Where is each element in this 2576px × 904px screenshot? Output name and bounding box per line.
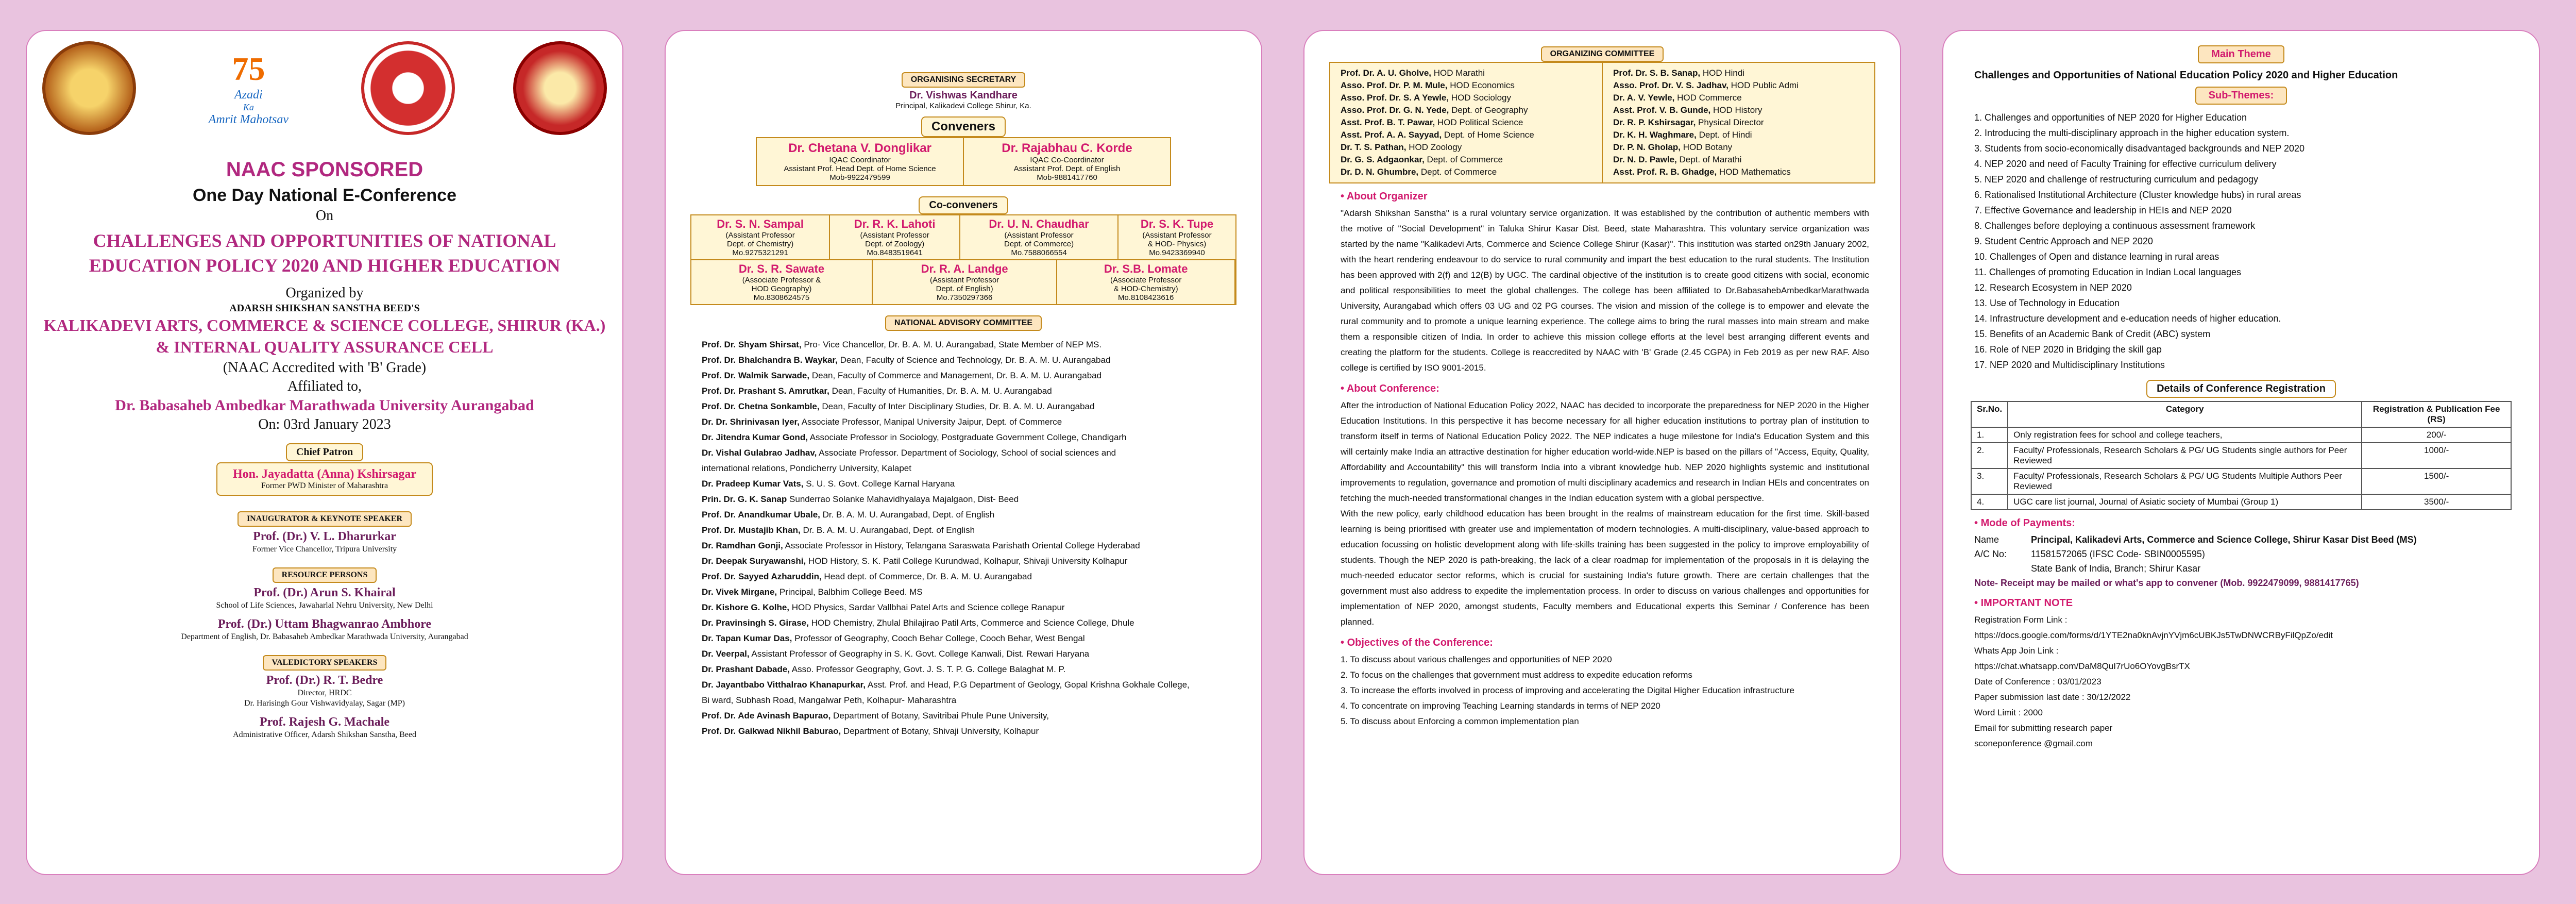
fee-category: Only registration fees for school and college teachers, <box>2008 427 2362 443</box>
advisory-member-name: Prof. Dr. Walmik Sarwade, <box>702 371 810 380</box>
committee-member-name: Prof. Dr. A. U. Gholve, <box>1341 68 1432 78</box>
sub-theme-item: 6. Rationalised Institutional Architecture (Cluster knowledge hubs) in rural areas <box>1974 190 2301 200</box>
important-note-item: Paper submission last date : 30/12/2022 <box>1974 692 2131 702</box>
committee-member-name: Dr. A. V. Yewle, <box>1613 93 1675 103</box>
accreditation: (NAAC Accredited with 'B' Grade) <box>223 360 427 376</box>
advisory-member <box>702 631 1225 646</box>
co-convener-detail: Dept. of Chemistry) <box>726 240 794 248</box>
committee-member-name: Dr. K. H. Waghmare, <box>1613 130 1697 140</box>
affiliated-label: Affiliated to, <box>287 378 362 394</box>
fee-row <box>1971 468 2511 494</box>
co-convener-detail: & HOD-Chemistry) <box>1113 284 1178 293</box>
important-note-item: Date of Conference : 03/01/2023 <box>1974 677 2102 687</box>
advisory-member-desc: Associate Professor in History, Telangana Saraswata Parishath Oriental College Hyderabad <box>783 541 1140 550</box>
co-convener-name: Dr. R. A. Landge <box>921 262 1008 275</box>
university-name: Dr. Babasaheb Ambedkar Marathwada University Aurangabad <box>115 397 534 414</box>
college-logo <box>513 41 607 135</box>
committees-panel <box>665 30 1262 875</box>
advisory-member <box>702 554 1225 569</box>
co-convener-name: Dr. R. K. Lahoti <box>854 217 936 230</box>
sub-theme-item: 11. Challenges of promoting Education in Indian Local languages <box>1974 267 2242 277</box>
advisory-member <box>702 615 1225 631</box>
organising-secretary: ORGANISING SECRETARY Dr. Vishwas Kandhare Principal, Kalikadevi College Shirur, Ka. <box>666 72 1261 110</box>
important-note-heading: • IMPORTANT NOTE <box>1974 597 2073 609</box>
co-convener-cell <box>960 215 1118 260</box>
co-convener-cell <box>872 260 1057 304</box>
advisory-member-name: Prof. Dr. Mustajib Khan, <box>702 525 801 535</box>
fee-row <box>1971 443 2511 468</box>
committee-member-dept: HOD Commerce <box>1674 93 1742 103</box>
committee-member <box>1613 154 1864 166</box>
fee-column-header: Category <box>2008 401 2362 427</box>
about-panel <box>1303 30 1901 875</box>
fee-sr: 4. <box>1971 494 2008 510</box>
fee-column-header: Sr.No. <box>1971 401 2008 427</box>
advisory-member-desc: HOD History, S. K. Patil College Kurundwad, Kolhapur, Shivaji University Kolhapur <box>806 556 1128 566</box>
advisory-member-name: Dr. Deepak Suryawanshi, <box>702 556 806 566</box>
advisory-member-name: Dr. Vivek Mirgane, <box>702 587 777 597</box>
co-convener-cell <box>691 215 829 260</box>
about-conference-text-1: After the introduction of National Education Policy 2022, NAAC has decided to incorporate the preparedness for NEP 2020 in the Higher Education Institutions. In this perspective it has become necessary for all higher education institutions to portray plan of institution to transform itself in terms of National Education Policy 2022. The NEP indicates a huge milestone for India's Education System and this will certainly make India an attractive destination for higher education world-wide.NEP is based on the pillars of "Access, Equity, Quality, Affordability and Accountability" this will transform India into a vibrant knowledge hub. NEP 2020 highlights systemic and institutional improvements to regulation, governance and promotion of multi disciplinary academics and research in Indian HEIs and concentrates on fetching the much-needed transformational changes in the Indian education system with a global perspective. <box>1341 400 1869 503</box>
committee-member-name: Asst. Prof. B. T. Pawar, <box>1341 118 1435 127</box>
chief-patron-box: Hon. Jayadatta (Anna) Kshirsagar Former PWD Minister of Maharashtra <box>216 462 433 496</box>
committee-member <box>1613 129 1864 141</box>
committee-member-dept: Dept. of Commerce <box>1424 155 1503 164</box>
committee-member <box>1613 141 1864 154</box>
sub-theme-item: 12. Research Ecosystem in NEP 2020 <box>1974 282 2132 293</box>
advisory-member-desc: Associate Professor, Manipal University Jaipur, Dept. of Commerce <box>799 417 1062 427</box>
committee-member-dept: HOD Political Science <box>1435 118 1523 127</box>
sub-theme-item: 17. NEP 2020 and Multidisciplinary Institutions <box>1974 360 2165 370</box>
committee-member <box>1341 104 1591 116</box>
advisory-member-name: Prof. Dr. Chetna Sonkamble, <box>702 401 820 411</box>
sub-theme-item: 10. Challenges of Open and distance learning in rural areas <box>1974 252 2219 262</box>
about-organizer-text: "Adarsh Shikshan Sanstha" is a rural voluntary service organization. It was established by the contribution of authentic members with the motive of "Social Development" in Taluka Shirur Kasar Dist. Beed, state Maharashtra. This voluntary service organization was started by the name "Kalikadevi Arts, Commerce and Science College Shirur (Kasar)". This institution was started on29th January 2002, with the heart rendering endeavour to do service to rural community and impart the best education to the rural students. The Institution has been approved with 2(f) and 12(B) by UGC. The cardinal objective of the institution is to create good citizens with social, economic and political responsibilities to meet the global challenges. The college has been affiliated to Dr.BabasahebAmbedkarMarathwada University, Aurangabad which offers 03 UG and 02 PG courses. The vision and mission of the college is to empower and elevate the rural community and to promote a unique learning experience. The college aims to bring the rural masses into main stream and make them a responsible citizen of India. In order to achieve this mission college efforts at the level best arranging different events and creating the platform for the students. College is reaccredited by NAAC with 'B' Grade (2.45 CGPA) in Feb 2019 as per new RAF. Also college is certified by ISO 9001-2015. <box>1341 208 1869 373</box>
important-note-item: Registration Form Link : <box>1974 615 2067 625</box>
advisory-member <box>702 430 1225 445</box>
convener-detail: Mob-9922479599 <box>829 173 890 182</box>
committee-member <box>1341 129 1591 141</box>
advisory-member-desc: Dean, Faculty of Science and Technology, Dr. B. A. M. U. Aurangabad <box>837 355 1111 365</box>
committee-member <box>1341 79 1591 92</box>
main-theme-label: Main Theme <box>2198 45 2284 63</box>
committee-member-name: Asst. Prof. R. B. Ghadge, <box>1613 167 1717 177</box>
objectives-list <box>1341 652 1869 729</box>
society-logo <box>42 41 136 135</box>
advisory-member-desc: Bi ward, Subhash Road, Mangalwar Peth, Kolhapur- Maharashtra <box>702 695 957 705</box>
advisory-member <box>702 724 1225 739</box>
co-conveners-table <box>690 214 1236 305</box>
committee-member-dept: HOD Public Admi <box>1728 80 1799 90</box>
fee-sr: 1. <box>1971 427 2008 443</box>
co-convener-detail: Mo.9275321291 <box>732 248 788 257</box>
convener-detail: Assistant Prof. Head Dept. of Home Science <box>784 164 936 173</box>
advisory-member <box>702 461 1225 476</box>
advisory-member-desc: HOD Chemistry, Zhulal Bhilajirao Patil Arts, Commerce and Science College, Dhule <box>808 618 1134 628</box>
sub-theme-item: 2. Introducing the multi-disciplinary approach in the higher education system. <box>1974 128 2290 138</box>
sub-theme-item: 9. Student Centric Approach and NEP 2020 <box>1974 236 2153 246</box>
chief-patron-block <box>27 443 622 496</box>
logo-row <box>42 41 607 135</box>
advisory-member-desc: Department of Botany, Shivaji University, Kolhapur <box>841 726 1039 736</box>
advisory-member-desc: Dean, Faculty of Commerce and Management, Dr. B. A. M. U. Aurangabad <box>809 371 1102 380</box>
themes-registration-panel <box>1942 30 2540 875</box>
important-note-item: https://chat.whatsapp.com/DaM8QuI7rUo6OYovgBsrTX <box>1974 661 2190 671</box>
society-name: ADARSH SHIKSHAN SANSTHA BEED'S <box>229 303 420 314</box>
co-convener-detail: (Associate Professor <box>1110 276 1182 284</box>
advisory-member <box>702 414 1225 430</box>
advisory-member-name: Dr. Dr. Shrinivasan Iyer, <box>702 417 800 427</box>
sub-theme-item: 3. Students from socio-economically disadvantaged backgrounds and NEP 2020 <box>1974 143 2305 154</box>
convener-detail: IQAC Coordinator <box>829 156 891 164</box>
committee-member <box>1341 141 1591 154</box>
committee-member-dept: Dept. of Geography <box>1449 105 1528 115</box>
advisory-member-desc: Associate Professor in Sociology, Postgraduate Government College, Chandigarh <box>807 432 1127 442</box>
organized-by: Organized by <box>285 285 364 301</box>
co-convener-detail: Dept. of English) <box>936 284 993 293</box>
fee-category: Faculty/ Professionals, Research Scholars & PG/ UG Students Multiple Authors Peer Reviewed <box>2008 468 2362 494</box>
important-note-item: Word Limit : 2000 <box>1974 708 2043 717</box>
sub-theme-item: 16. Role of NEP 2020 in Bridging the skill gap <box>1974 344 2162 355</box>
committee-member-dept: Dept. of Commerce <box>1418 167 1497 177</box>
sub-theme-item: 7. Effective Governance and leadership in HEIs and NEP 2020 <box>1974 205 2232 215</box>
committee-member-name: Asst. Prof. V. B. Gunde, <box>1613 105 1711 115</box>
committee-member-name: Dr. R. P. Kshirsagar, <box>1613 118 1696 127</box>
fee-row <box>1971 494 2511 510</box>
advisory-member <box>702 569 1225 584</box>
co-convener-cell <box>829 215 960 260</box>
committee-member <box>1613 79 1864 92</box>
important-note-list <box>1974 612 2508 751</box>
advisory-member-desc: Pro- Vice Chancellor, Dr. B. A. M. U. Aurangabad, State Member of NEP MS. <box>801 340 1102 349</box>
about-conference-heading: • About Conference: <box>1341 383 1439 394</box>
advisory-member-name: Prof. Dr. Gaikwad Nikhil Baburao, <box>702 726 841 736</box>
advisory-member <box>702 368 1225 383</box>
committee-member-dept: HOD Botany <box>1681 142 1733 152</box>
important-note-item: https://docs.google.com/forms/d/1YTE2na0knAvjnYVjm6cUBKJs5TwDNWCRByFilQpZo/edit <box>1974 630 2333 640</box>
fee-amount: 1000/- <box>2362 443 2511 468</box>
resource-persons-block: RESOURCE PERSONS Prof. (Dr.) Arun S. Khairal School of Life Sciences, Jawaharlal Nehru University, New Delhi Prof. (Dr.) Uttam Bhagwanrao Ambhore Department of English, Dr. Babasaheb Ambedkar Marathwada University, Aurangabad <box>27 567 622 642</box>
advisory-block: NATIONAL ADVISORY COMMITTEE <box>666 315 1261 331</box>
objective-item: 1. To discuss about various challenges and opportunities of NEP 2020 <box>1341 655 1612 664</box>
committee-member-dept: HOD Hindi <box>1700 68 1745 78</box>
brochure-cover-panel <box>26 30 623 875</box>
co-convener-detail: HOD Geography) <box>751 284 812 293</box>
co-convener-cell <box>1057 260 1235 304</box>
co-convener-detail: (Assistant Professor <box>725 231 795 240</box>
co-convener-cell <box>691 260 872 304</box>
committee-member-dept: Dept. of Hindi <box>1696 130 1752 140</box>
fee-amount: 1500/- <box>2362 468 2511 494</box>
convener-detail: Assistant Prof. Dept. of English <box>1013 164 1121 173</box>
fee-category: UGC care list journal, Journal of Asiatic society of Mumbai (Group 1) <box>2008 494 2362 510</box>
advisory-member-desc: Sunderrao Solanke Mahavidhyalaya Majalgaon, Dist- Beed <box>787 494 1019 504</box>
advisory-member <box>702 677 1225 693</box>
convener-name: Dr. Rajabhau C. Korde <box>1002 141 1132 155</box>
committee-member <box>1341 67 1591 79</box>
convener-cell <box>756 138 963 186</box>
advisory-member <box>702 600 1225 615</box>
committee-member-name: Asso. Prof. Dr. S. A Yewle, <box>1341 93 1449 103</box>
advisory-member <box>702 646 1225 662</box>
advisory-member <box>702 584 1225 600</box>
inaugurator-block: INAUGURATOR & KEYNOTE SPEAKER Prof. (Dr.) V. L. Dharurkar Former Vice Chancellor, Tripura University <box>27 511 622 554</box>
about-conference-text-2: With the new policy, early childhood education has been brought in the realms of mainstream education for the first time. Skill-based learning is being prioritised with greater use and implementation of modern technologies. A multi-disciplinary, value-based approach to education focussing on holistic development along with life-skills training has been suggested in the policy to improve employability of students. Though the NEP 2020 is path-breaking, the lack of a clear roadmap for implementation of the proposals in it is delaying the much-needed educator sector reforms, which is crucial for sustaining India's future growth. There are certain challenges that the government must also address to expedite the implementation process. In order to discuss on various challenges and opportunities for implementation of NEP 2020, amongst students, Faculty members and Educational experts this Seminar / Conference has been planned. <box>1341 509 1869 627</box>
fee-row <box>1971 427 2511 443</box>
co-convener-name: Dr. S. N. Sampal <box>717 217 804 230</box>
advisory-member-desc: Assistant Professor of Geography in S. K. Govt. College Kanwali, Dist. Rewari Haryana <box>749 649 1090 659</box>
committee-member-dept: Dept. of Home Science <box>1442 130 1534 140</box>
advisory-member <box>702 399 1225 414</box>
advisory-member-desc: Associate Professor. Department of Sociology, School of social sciences and <box>817 448 1116 458</box>
advisory-member-name: Prof. Dr. Prashant S. Amrutkar, <box>702 386 829 396</box>
committee-member-dept: HOD Marathi <box>1431 68 1485 78</box>
on-label: On <box>315 208 334 224</box>
advisory-member-name: Dr. Veerpal, <box>702 649 750 659</box>
committee-member-name: Dr. N. D. Pawle, <box>1613 155 1677 164</box>
payment-details: Name Principal, Kalikadevi Arts, Commerce and Science College, Shirur Kasar Dist Beed (MS) A/C No: 11581572065 (IFSC Code- SBIN0005595) State Bank of India, Branch; Shirur Kasar Note- Receipt may be mailed or what's app to convener (Mob. 9922479099, 9881417765) <box>1974 534 2417 588</box>
co-convener-detail: Mo.8308624575 <box>753 293 810 302</box>
conveners-block: Conveners Dr. Chetana V. Donglikar IQAC Coordinator Assistant Prof. Head Dept. of Home Science Mob-9922479599 Dr. Rajabhau C. Korde IQAC Co-Coordinator Assistant Prof. Dept. of English Mob-9881417760 <box>666 116 1261 186</box>
advisory-member-desc: Dean, Faculty of Humanities, Dr. B. A. M. U. Aurangabad <box>829 386 1052 396</box>
committee-member-name: Prof. Dr. S. B. Sanap, <box>1613 68 1701 78</box>
committee-member-dept: Dept. of Marathi <box>1676 155 1742 164</box>
co-convener-detail: Mo.9423369940 <box>1149 248 1205 257</box>
objective-item: 5. To discuss about Enforcing a common implementation plan <box>1341 716 1579 726</box>
organizing-committee-table <box>1329 62 1875 183</box>
co-conveners-block: Co-conveners Dr. S. N. Sampal (Assistant Professor Dept. of Chemistry) Mo.9275321291 Dr. R. K. Lahoti (Assistant Professor Dept. of Zoology) Mo.8483519641 Dr. U. N. Chaudhar (Assistant Professor Dept. of Commerce) Mo.7588066554 Dr. S. K. Tupe (Assistant Professor & HOD- Physics) Mo.9423369940 Dr. S. R. Sawate (Associate Professor & HOD Geography) Mo.8308624575 Dr. R. A. Landge (Assistant Professor Dept. of English) Mo.7350297366 Dr. S.B. Lomate (Associate Professor & HOD-Chemistry) Mo.8108423616 <box>666 196 1261 305</box>
advisory-member-name: Dr. Jayantbabo Vitthalrao Khanapurkar, <box>702 680 866 690</box>
sub-theme-item: 5. NEP 2020 and challenge of restructuring curriculum and pedagogy <box>1974 174 2259 185</box>
committee-member-name: Asso. Prof. Dr. P. M. Mule, <box>1341 80 1448 90</box>
fee-sr: 2. <box>1971 443 2008 468</box>
sub-themes-list <box>1974 110 2508 373</box>
committee-member-name: Dr. T. S. Pathan, <box>1341 142 1406 152</box>
committee-member-dept: HOD Mathematics <box>1717 167 1791 177</box>
convener-detail: IQAC Co-Coordinator <box>1030 156 1104 164</box>
advisory-member <box>702 523 1225 538</box>
naac-logo <box>361 41 455 135</box>
advisory-member-desc: HOD Physics, Sardar Vallbhai Patel Arts and Science college Ranapur <box>789 602 1065 612</box>
co-convener-detail: (Associate Professor & <box>742 276 821 284</box>
objective-item: 3. To increase the efforts involved in process of improving and accelerating the Digital Higher Education infrastructure <box>1341 685 1795 695</box>
fee-table-header <box>1971 401 2511 427</box>
advisory-member-desc: Principal, Balbhim College Beed. MS <box>777 587 923 597</box>
co-convener-detail: Mo.8483519641 <box>867 248 923 257</box>
advisory-member-name: Prof. Dr. Anandkumar Ubale, <box>702 510 820 520</box>
advisory-member <box>702 445 1225 461</box>
co-convener-detail: Dept. of Commerce) <box>1004 240 1074 248</box>
chief-patron-label: Chief Patron <box>286 443 363 461</box>
convener-name: Dr. Chetana V. Donglikar <box>788 141 931 155</box>
committee-member <box>1341 116 1591 129</box>
advisory-member-name: Dr. Ramdhan Gonji, <box>702 541 783 550</box>
co-convener-detail: Mo.7350297366 <box>936 293 993 302</box>
advisory-member-desc: Asst. Prof. and Head, P.G Department of Geology, Gopal Krishna Gokhale College, <box>866 680 1190 690</box>
co-convener-detail: (Assistant Professor <box>930 276 999 284</box>
advisory-member-desc: Dr. B. A. M. U. Aurangabad, Dept. of English <box>800 525 975 535</box>
committee-member <box>1613 67 1864 79</box>
sub-themes-label: Sub-Themes: <box>2195 87 2287 105</box>
committee-member <box>1341 92 1591 104</box>
sub-theme-item: 4. NEP 2020 and need of Faculty Training for effective curriculum delivery <box>1974 159 2277 169</box>
advisory-member-name: Dr. Jitendra Kumar Gond, <box>702 432 808 442</box>
committee-member-dept: Physical Director <box>1696 118 1764 127</box>
co-convener-detail: (Assistant Professor <box>1142 231 1212 240</box>
committee-member-name: Asso. Prof. Dr. V. S. Jadhav, <box>1613 80 1728 90</box>
committee-member <box>1613 92 1864 104</box>
advisory-member <box>702 538 1225 554</box>
main-theme: Challenges and Opportunities of National Education Policy 2020 and Higher Education <box>1974 70 2398 81</box>
advisory-member <box>702 693 1225 708</box>
co-convener-detail: Dept. of Zoology) <box>865 240 925 248</box>
advisory-member-name: Dr. Kishore G. Kolhe, <box>702 602 790 612</box>
advisory-member-name: Prin. Dr. G. K. Sanap <box>702 494 787 504</box>
sub-theme-item: 1. Challenges and opportunities of NEP 2020 for Higher Education <box>1974 112 2247 123</box>
co-convener-detail: & HOD- Physics) <box>1147 240 1207 248</box>
co-convener-detail: (Assistant Professor <box>1004 231 1074 240</box>
sub-theme-item: 8. Challenges before deploying a continuous assessment framework <box>1974 221 2256 231</box>
valedictory-block: VALEDICTORY SPEAKERS Prof. (Dr.) R. T. Bedre Director, HRDC Dr. Harisingh Gour Vishwavidyalay, Sagar (MP) Prof. Rajesh G. Machale Administrative Officer, Adarsh Shikshan Sanstha, Beed <box>27 655 622 740</box>
organizing-committee-label: ORGANIZING COMMITTEE <box>1541 46 1664 62</box>
conference-type: One Day National E-Conference <box>192 186 456 205</box>
convener-detail: Mob-9881417760 <box>1037 173 1097 182</box>
sub-theme-item: 14. Infrastructure development and e-education needs of higher education. <box>1974 313 2281 324</box>
co-convener-name: Dr. S.B. Lomate <box>1104 262 1188 275</box>
advisory-member-desc: Professor of Geography, Cooch Behar College, Cooch Behar, West Bengal <box>792 633 1085 643</box>
conference-date: On: 03rd January 2023 <box>258 416 391 432</box>
advisory-committee-list <box>702 337 1225 739</box>
advisory-member-name: Prof. Dr. Sayyed Azharuddin, <box>702 572 822 581</box>
advisory-member-desc: Head dept. of Commerce, Dr. B. A. M. U. Aurangabad <box>821 572 1032 581</box>
committee-member <box>1613 166 1864 178</box>
convener-cell <box>963 138 1171 186</box>
conference-title: CHALLENGES AND OPPORTUNITIES OF NATIONAL EDUCATION POLICY 2020 AND HIGHER EDUCATION <box>89 230 561 276</box>
fee-amount: 200/- <box>2362 427 2511 443</box>
advisory-member-name: Dr. Pradeep Kumar Vats, <box>702 479 804 489</box>
advisory-member <box>702 337 1225 353</box>
important-note-item: sconeponference @gmail.com <box>1974 739 2093 748</box>
advisory-member <box>702 476 1225 492</box>
sub-theme-item: 15. Benefits of an Academic Bank of Credit (ABC) system <box>1974 329 2211 339</box>
advisory-member <box>702 507 1225 523</box>
committee-member-name: Dr. D. N. Ghumbre, <box>1341 167 1419 177</box>
advisory-member-desc: Dean, Faculty of Inter Disciplinary Studies, Dr. B. A. M. U. Aurangabad <box>819 401 1095 411</box>
committee-member <box>1341 166 1591 178</box>
committee-member-dept: HOD Sociology <box>1449 93 1511 103</box>
college-name: KALIKADEVI ARTS, COMMERCE & SCIENCE COLLEGE, SHIRUR (KA.) & INTERNAL QUALITY ASSURANCE CELL <box>43 316 606 356</box>
fee-amount: 3500/- <box>2362 494 2511 510</box>
azadi-ka-amrit-mahotsav-logo: 75 Azadi Ka Amrit Mahotsav <box>208 50 289 126</box>
fee-sr: 3. <box>1971 468 2008 494</box>
advisory-member <box>702 662 1225 677</box>
advisory-member-name: Dr. Prashant Dabade, <box>702 664 790 674</box>
objective-item: 2. To focus on the challenges that government must address to expedite education reforms <box>1341 670 1692 680</box>
conveners-table <box>756 137 1171 186</box>
co-convener-name: Dr. S. R. Sawate <box>738 262 825 275</box>
committee-member-name: Asst. Prof. A. A. Sayyad, <box>1341 130 1442 140</box>
advisory-member-desc: Dr. B. A. M. U. Aurangabad, Dept. of English <box>820 510 995 520</box>
committee-member-name: Asso. Prof. Dr. G. N. Yede, <box>1341 105 1449 115</box>
important-note-item: Email for submitting research paper <box>1974 723 2113 733</box>
advisory-member-name: Prof. Dr. Shyam Shirsat, <box>702 340 802 349</box>
advisory-member-name: Prof. Dr. Ade Avinash Bapurao, <box>702 711 831 721</box>
advisory-member <box>702 353 1225 368</box>
advisory-member <box>702 708 1225 724</box>
fee-column-header: Registration & Publication Fee (RS) <box>2362 401 2511 427</box>
objectives-heading: • Objectives of the Conference: <box>1341 637 1493 648</box>
advisory-member-desc: international relations, Pondicherry University, Kalapet <box>702 463 911 473</box>
co-convener-detail: Mo.7588066554 <box>1011 248 1067 257</box>
advisory-member <box>702 492 1225 507</box>
registration-fee-table <box>1971 401 2512 510</box>
committee-member-dept: HOD Economics <box>1447 80 1515 90</box>
committee-member-dept: HOD History <box>1710 105 1762 115</box>
sub-theme-item: 13. Use of Technology in Education <box>1974 298 2120 308</box>
advisory-member-desc: S. U. S. Govt. College Karnal Haryana <box>803 479 955 489</box>
co-convener-name: Dr. U. N. Chaudhar <box>989 217 1089 230</box>
committee-member-dept: HOD Zoology <box>1406 142 1462 152</box>
advisory-member-name: Dr. Pravinsingh S. Girase, <box>702 618 809 628</box>
advisory-member-name: Prof. Dr. Bhalchandra B. Waykar, <box>702 355 838 365</box>
co-convener-cell <box>1118 215 1236 260</box>
advisory-member-name: Dr. Tapan Kumar Das, <box>702 633 792 643</box>
advisory-member-name: Dr. Vishal Gulabrao Jadhav, <box>702 448 817 458</box>
advisory-member-desc: Asso. Professor Geography, Govt. J. S. T. P. G. College Balaghat M. P. <box>790 664 1066 674</box>
committee-member <box>1613 104 1864 116</box>
mode-of-payment-heading: • Mode of Payments: <box>1974 517 2075 529</box>
committee-member-name: Dr. P. N. Gholap, <box>1613 142 1681 152</box>
co-convener-name: Dr. S. K. Tupe <box>1140 217 1214 230</box>
co-convener-detail: Mo.8108423616 <box>1117 293 1174 302</box>
committee-member-name: Dr. G. S. Adgaonkar, <box>1341 155 1425 164</box>
fee-category: Faculty/ Professionals, Research Scholars & PG/ UG Students single authors for Peer Reviewed <box>2008 443 2362 468</box>
naac-sponsored: NAAC SPONSORED <box>226 158 423 181</box>
about-organizer-heading: • About Organizer <box>1341 191 1428 202</box>
advisory-member-desc: Department of Botany, Savitribai Phule Pune University, <box>831 711 1049 721</box>
objective-item: 4. To concentrate on improving Teaching Learning standards in terms of NEP 2020 <box>1341 701 1660 711</box>
advisory-member <box>702 383 1225 399</box>
committee-member <box>1613 116 1864 129</box>
registration-details-label: Details of Conference Registration <box>2146 380 2336 398</box>
committee-member <box>1341 154 1591 166</box>
important-note-item: Whats App Join Link : <box>1974 646 2059 656</box>
co-convener-detail: (Assistant Professor <box>860 231 929 240</box>
